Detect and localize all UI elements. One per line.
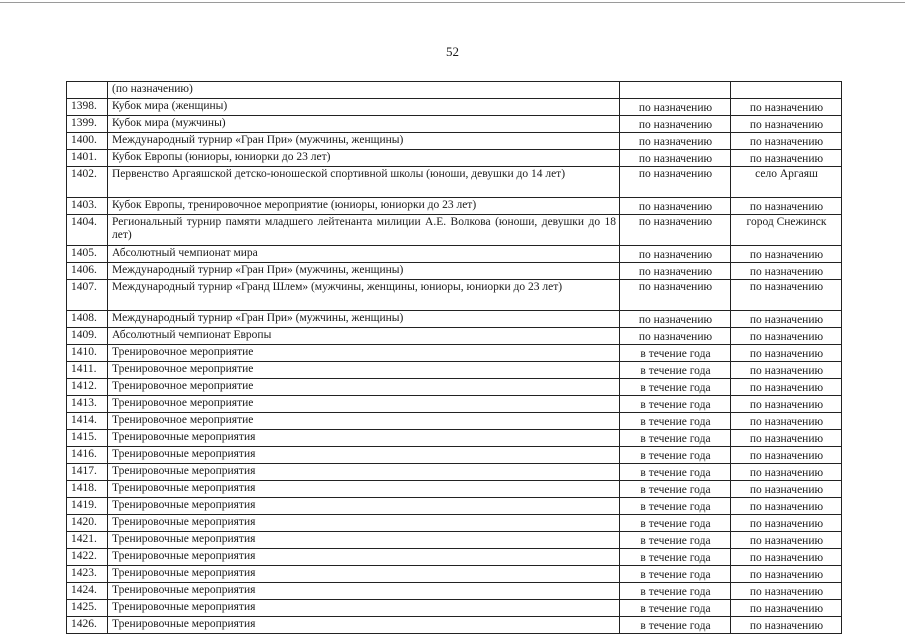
table-row [67, 498, 842, 515]
event-place-cell: по назначению [731, 396, 842, 413]
row-number-cell: 1400. [67, 133, 108, 150]
row-number-cell: 1414. [67, 413, 108, 430]
event-name-cell: Тренировочные мероприятия [108, 430, 620, 447]
row-number-cell: 1409. [67, 328, 108, 345]
table-row [67, 99, 842, 116]
event-place-cell: город Снежинск [731, 215, 842, 246]
event-date-cell [620, 82, 731, 99]
event-place-cell: по назначению [731, 515, 842, 532]
event-date-cell: в течение года [620, 464, 731, 481]
table-row [67, 116, 842, 133]
event-date-cell: по назначению [620, 311, 731, 328]
event-place-cell: по назначению [731, 566, 842, 583]
table-row [67, 447, 842, 464]
row-number-cell: 1419. [67, 498, 108, 515]
table-row [67, 150, 842, 167]
table-row [67, 583, 842, 600]
table-row [67, 263, 842, 280]
table-row [67, 413, 842, 430]
event-date-cell: по назначению [620, 328, 731, 345]
table-row [67, 566, 842, 583]
event-date-cell: в течение года [620, 549, 731, 566]
table-row [67, 362, 842, 379]
table-row [67, 515, 842, 532]
row-number-cell: 1402. [67, 167, 108, 198]
table-row [67, 600, 842, 617]
event-place-cell: по назначению [731, 430, 842, 447]
events-table-body [67, 82, 842, 634]
event-place-cell [731, 82, 842, 99]
event-name-cell: Международный турнир «Гран При» (мужчины, женщины) [108, 311, 620, 328]
row-number-cell: 1417. [67, 464, 108, 481]
event-name-cell: Тренировочные мероприятия [108, 566, 620, 583]
event-date-cell: по назначению [620, 215, 731, 246]
event-name-cell: Кубок мира (женщины) [108, 99, 620, 116]
table-row [67, 430, 842, 447]
event-date-cell: по назначению [620, 198, 731, 215]
event-date-cell: по назначению [620, 280, 731, 311]
event-name-cell: Тренировочные мероприятия [108, 464, 620, 481]
row-number-cell: 1423. [67, 566, 108, 583]
row-number-cell: 1398. [67, 99, 108, 116]
event-name-cell: Кубок Европы, тренировочное мероприятие (юниоры, юниорки до 23 лет) [108, 198, 620, 215]
table-row [67, 328, 842, 345]
table-row [67, 133, 842, 150]
event-date-cell: в течение года [620, 345, 731, 362]
event-date-cell: по назначению [620, 263, 731, 280]
event-place-cell: по назначению [731, 362, 842, 379]
event-date-cell: в течение года [620, 600, 731, 617]
row-number-cell: 1413. [67, 396, 108, 413]
event-date-cell: по назначению [620, 167, 731, 198]
event-place-cell: по назначению [731, 280, 842, 311]
table-row [67, 396, 842, 413]
event-name-cell: Тренировочные мероприятия [108, 617, 620, 634]
table-row [67, 82, 842, 99]
event-name-cell: Тренировочные мероприятия [108, 498, 620, 515]
row-number-cell: 1401. [67, 150, 108, 167]
row-number-cell: 1406. [67, 263, 108, 280]
event-place-cell: по назначению [731, 413, 842, 430]
event-place-cell: по назначению [731, 532, 842, 549]
event-name-cell: Тренировочные мероприятия [108, 532, 620, 549]
event-name-cell: Тренировочные мероприятия [108, 600, 620, 617]
event-name-cell: Кубок мира (мужчины) [108, 116, 620, 133]
event-place-cell: по назначению [731, 246, 842, 263]
row-number-cell: 1403. [67, 198, 108, 215]
table-row [67, 167, 842, 198]
row-number-cell: 1412. [67, 379, 108, 396]
table-row [67, 464, 842, 481]
row-number-cell: 1420. [67, 515, 108, 532]
event-place-cell: село Аргаяш [731, 167, 842, 198]
event-place-cell: по назначению [731, 379, 842, 396]
event-name-cell: Тренировочные мероприятия [108, 515, 620, 532]
table-row [67, 280, 842, 311]
top-scan-rule [0, 2, 905, 3]
event-place-cell: по назначению [731, 600, 842, 617]
event-place-cell: по назначению [731, 447, 842, 464]
row-number-cell: 1404. [67, 215, 108, 246]
table-row [67, 345, 842, 362]
event-place-cell: по назначению [731, 464, 842, 481]
event-date-cell: в течение года [620, 583, 731, 600]
event-name-cell: Международный турнир «Гран При» (мужчины, женщины) [108, 133, 620, 150]
table-row [67, 311, 842, 328]
page-number: 52 [446, 44, 459, 59]
event-name-cell: Тренировочное мероприятие [108, 413, 620, 430]
event-date-cell: в течение года [620, 566, 731, 583]
event-place-cell: по назначению [731, 498, 842, 515]
event-name-cell: Региональный турнир памяти младшего лейтенанта милиции А.Е. Волкова (юноши, девушки до 18 лет) [108, 215, 620, 246]
event-name-cell: Тренировочное мероприятие [108, 345, 620, 362]
event-date-cell: в течение года [620, 532, 731, 549]
event-date-cell: в течение года [620, 379, 731, 396]
event-name-cell: Тренировочные мероприятия [108, 583, 620, 600]
event-name-cell: (по назначению) [108, 82, 620, 99]
event-place-cell: по назначению [731, 99, 842, 116]
event-place-cell: по назначению [731, 345, 842, 362]
table-row [67, 549, 842, 566]
event-date-cell: в течение года [620, 481, 731, 498]
row-number-cell: 1421. [67, 532, 108, 549]
event-name-cell: Тренировочные мероприятия [108, 447, 620, 464]
row-number-cell: 1418. [67, 481, 108, 498]
row-number-cell: 1425. [67, 600, 108, 617]
row-number-cell: 1410. [67, 345, 108, 362]
table-row [67, 532, 842, 549]
row-number-cell: 1399. [67, 116, 108, 133]
row-number-cell [67, 82, 108, 99]
table-row [67, 215, 842, 246]
event-date-cell: в течение года [620, 617, 731, 634]
row-number-cell: 1426. [67, 617, 108, 634]
row-number-cell: 1422. [67, 549, 108, 566]
event-place-cell: по назначению [731, 133, 842, 150]
event-name-cell: Тренировочные мероприятия [108, 549, 620, 566]
event-name-cell: Тренировочное мероприятие [108, 379, 620, 396]
table-row [67, 617, 842, 634]
event-date-cell: в течение года [620, 413, 731, 430]
row-number-cell: 1408. [67, 311, 108, 328]
table-row [67, 246, 842, 263]
event-place-cell: по назначению [731, 328, 842, 345]
event-name-cell: Абсолютный чемпионат Европы [108, 328, 620, 345]
event-name-cell: Первенство Аргаяшской детско-юношеской спортивной школы (юноши, девушки до 14 лет) [108, 167, 620, 198]
event-date-cell: по назначению [620, 246, 731, 263]
table-row [67, 481, 842, 498]
event-date-cell: в течение года [620, 447, 731, 464]
events-table [66, 81, 842, 634]
table-row [67, 198, 842, 215]
event-name-cell: Тренировочное мероприятие [108, 362, 620, 379]
event-date-cell: в течение года [620, 396, 731, 413]
row-number-cell: 1407. [67, 280, 108, 311]
event-date-cell: по назначению [620, 116, 731, 133]
row-number-cell: 1415. [67, 430, 108, 447]
table-row [67, 379, 842, 396]
row-number-cell: 1416. [67, 447, 108, 464]
event-place-cell: по назначению [731, 617, 842, 634]
event-date-cell: по назначению [620, 133, 731, 150]
event-name-cell: Кубок Европы (юниоры, юниорки до 23 лет) [108, 150, 620, 167]
event-place-cell: по назначению [731, 116, 842, 133]
event-name-cell: Абсолютный чемпионат мира [108, 246, 620, 263]
event-date-cell: в течение года [620, 362, 731, 379]
event-place-cell: по назначению [731, 311, 842, 328]
event-name-cell: Международный турнир «Гранд Шлем» (мужчины, женщины, юниоры, юниорки до 23 лет) [108, 280, 620, 311]
event-name-cell: Тренировочное мероприятие [108, 396, 620, 413]
row-number-cell: 1411. [67, 362, 108, 379]
event-name-cell: Международный турнир «Гран При» (мужчины, женщины) [108, 263, 620, 280]
event-place-cell: по назначению [731, 481, 842, 498]
event-date-cell: в течение года [620, 498, 731, 515]
event-date-cell: по назначению [620, 150, 731, 167]
row-number-cell: 1424. [67, 583, 108, 600]
event-place-cell: по назначению [731, 198, 842, 215]
event-place-cell: по назначению [731, 263, 842, 280]
event-date-cell: в течение года [620, 430, 731, 447]
event-date-cell: по назначению [620, 99, 731, 116]
event-name-cell: Тренировочные мероприятия [108, 481, 620, 498]
event-place-cell: по назначению [731, 150, 842, 167]
event-place-cell: по назначению [731, 549, 842, 566]
event-place-cell: по назначению [731, 583, 842, 600]
event-date-cell: в течение года [620, 515, 731, 532]
row-number-cell: 1405. [67, 246, 108, 263]
